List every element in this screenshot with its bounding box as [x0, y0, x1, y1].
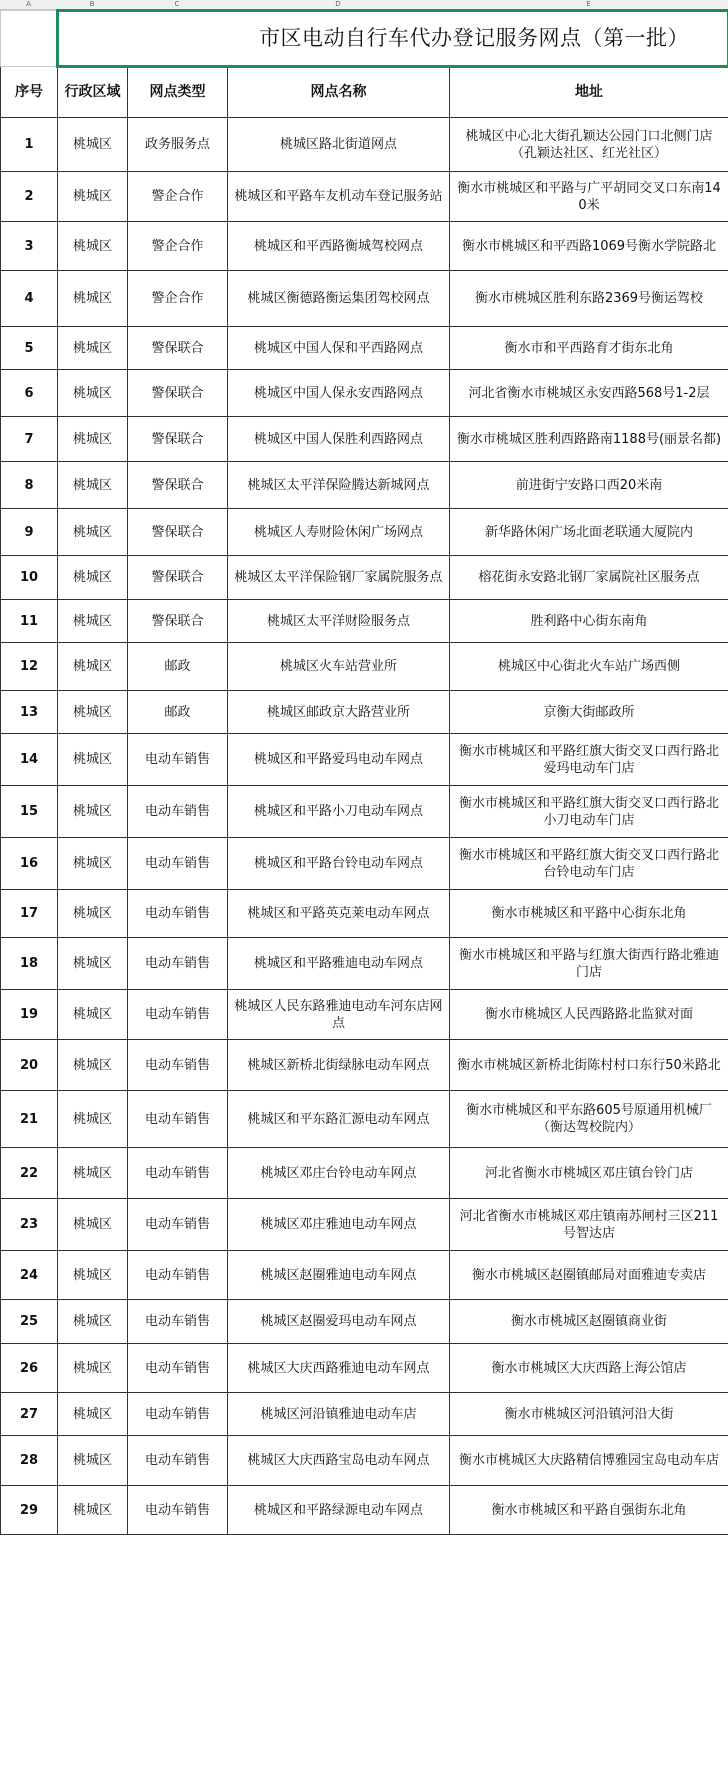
table-row: [1, 1486, 728, 1535]
address-cell[interactable]: 河北省衡水市桃城区永安西路568号1-2层: [450, 370, 728, 417]
table-row: [1, 1436, 728, 1486]
district-cell[interactable]: 桃城区: [58, 370, 128, 417]
table-row: [1, 462, 728, 509]
row-index-cell[interactable]: 8: [1, 462, 58, 509]
header-cell-address[interactable]: 地址: [450, 67, 728, 118]
address-cell[interactable]: 衡水市桃城区和平东路605号原通用机械厂（衡达驾校院内）: [450, 1091, 728, 1148]
point-name-cell[interactable]: 桃城区和平西路衡城驾校网点: [228, 222, 450, 271]
district-cell[interactable]: 桃城区: [58, 1393, 128, 1436]
district-cell[interactable]: 桃城区: [58, 938, 128, 990]
column-letter-e[interactable]: E: [586, 0, 591, 8]
row-index-cell[interactable]: 20: [1, 1040, 58, 1091]
point-type-cell[interactable]: 电动车销售: [128, 1300, 228, 1344]
point-name-cell[interactable]: 桃城区新桥北街绿脉电动车网点: [228, 1040, 450, 1091]
point-name-cell[interactable]: 桃城区中国人保永安西路网点: [228, 370, 450, 417]
table-row: [1, 1251, 728, 1300]
row-index-cell[interactable]: 3: [1, 222, 58, 271]
address-cell[interactable]: 衡水市桃城区胜利西路路南1188号(丽景名都): [450, 417, 728, 462]
point-type-cell[interactable]: 电动车销售: [128, 990, 228, 1040]
district-cell[interactable]: 桃城区: [58, 890, 128, 938]
point-type-cell[interactable]: 警保联合: [128, 600, 228, 643]
table-row: [1, 327, 728, 370]
table-row: [1, 172, 728, 222]
row-index-cell[interactable]: 1: [1, 118, 58, 172]
address-cell[interactable]: 京衡大街邮政所: [450, 691, 728, 734]
table-row: [1, 890, 728, 938]
address-cell[interactable]: 衡水市桃城区大庆西路上海公馆店: [450, 1344, 728, 1393]
address-cell[interactable]: 胜利路中心街东南角: [450, 600, 728, 643]
point-type-cell[interactable]: 电动车销售: [128, 1091, 228, 1148]
title-blank-cell[interactable]: [1, 11, 58, 67]
point-name-cell[interactable]: 桃城区中国人保胜利西路网点: [228, 417, 450, 462]
address-cell[interactable]: 衡水市桃城区和平路红旗大街交叉口西行路北台铃电动车门店: [450, 838, 728, 890]
point-name-cell[interactable]: 桃城区和平路小刀电动车网点: [228, 786, 450, 838]
point-name-cell[interactable]: 桃城区太平洋财险服务点: [228, 600, 450, 643]
table-row: [1, 600, 728, 643]
row-index-cell[interactable]: 27: [1, 1393, 58, 1436]
district-cell[interactable]: 桃城区: [58, 172, 128, 222]
header-row: [1, 67, 728, 118]
district-cell[interactable]: 桃城区: [58, 1344, 128, 1393]
row-index-cell[interactable]: 28: [1, 1436, 58, 1486]
address-cell[interactable]: 桃城区中心街北火车站广场西侧: [450, 643, 728, 691]
row-index-cell[interactable]: 26: [1, 1344, 58, 1393]
row-index-cell[interactable]: 23: [1, 1199, 58, 1251]
table-row: [1, 1300, 728, 1344]
point-name-cell[interactable]: 桃城区和平路爱玛电动车网点: [228, 734, 450, 786]
point-type-cell[interactable]: 电动车销售: [128, 1344, 228, 1393]
point-type-cell[interactable]: 警企合作: [128, 271, 228, 327]
point-name-cell[interactable]: 桃城区衡德路衡运集团驾校网点: [228, 271, 450, 327]
point-type-cell[interactable]: 电动车销售: [128, 890, 228, 938]
point-type-cell[interactable]: 电动车销售: [128, 1486, 228, 1535]
district-cell[interactable]: 桃城区: [58, 1251, 128, 1300]
point-name-cell[interactable]: 桃城区路北街道网点: [228, 118, 450, 172]
district-cell[interactable]: 桃城区: [58, 509, 128, 556]
address-cell[interactable]: 衡水市桃城区和平路与广平胡同交叉口东南140米: [450, 172, 728, 222]
point-type-cell[interactable]: 警保联合: [128, 462, 228, 509]
row-index-cell[interactable]: 4: [1, 271, 58, 327]
row-index-cell[interactable]: 21: [1, 1091, 58, 1148]
table-row: [1, 1344, 728, 1393]
table-row: [1, 990, 728, 1040]
point-name-cell[interactable]: 桃城区和平路台铃电动车网点: [228, 838, 450, 890]
district-cell[interactable]: 桃城区: [58, 1300, 128, 1344]
point-name-cell[interactable]: 桃城区大庆西路宝岛电动车网点: [228, 1436, 450, 1486]
district-cell[interactable]: 桃城区: [58, 838, 128, 890]
table-row: [1, 1199, 728, 1251]
district-cell[interactable]: 桃城区: [58, 786, 128, 838]
address-cell[interactable]: 衡水市和平西路育才街东北角: [450, 327, 728, 370]
point-type-cell[interactable]: 警保联合: [128, 327, 228, 370]
point-type-cell[interactable]: 电动车销售: [128, 786, 228, 838]
column-letter-c[interactable]: C: [174, 0, 180, 8]
district-cell[interactable]: 桃城区: [58, 1436, 128, 1486]
district-cell[interactable]: 桃城区: [58, 734, 128, 786]
point-name-cell[interactable]: 桃城区和平路绿源电动车网点: [228, 1486, 450, 1535]
point-name-cell[interactable]: 桃城区赵圈雅迪电动车网点: [228, 1251, 450, 1300]
row-index-cell[interactable]: 15: [1, 786, 58, 838]
district-cell[interactable]: 桃城区: [58, 1199, 128, 1251]
district-cell[interactable]: 桃城区: [58, 1486, 128, 1535]
header-cell-district[interactable]: 行政区域: [58, 67, 128, 118]
district-cell[interactable]: 桃城区: [58, 1040, 128, 1091]
table-row: [1, 786, 728, 838]
table-row: [1, 691, 728, 734]
row-index-cell[interactable]: 10: [1, 556, 58, 600]
point-name-cell[interactable]: 桃城区邓庄台铃电动车网点: [228, 1148, 450, 1199]
address-cell[interactable]: 衡水市桃城区胜利东路2369号衡运驾校: [450, 271, 728, 327]
row-index-cell[interactable]: 6: [1, 370, 58, 417]
row-index-cell[interactable]: 12: [1, 643, 58, 691]
row-index-cell[interactable]: 29: [1, 1486, 58, 1535]
point-type-cell[interactable]: 电动车销售: [128, 1393, 228, 1436]
point-type-cell[interactable]: 电动车销售: [128, 734, 228, 786]
table-row: [1, 271, 728, 327]
point-type-cell[interactable]: 邮政: [128, 643, 228, 691]
table-row: [1, 734, 728, 786]
district-cell[interactable]: 桃城区: [58, 990, 128, 1040]
table-row: [1, 417, 728, 462]
point-type-cell[interactable]: 警企合作: [128, 222, 228, 271]
row-index-cell[interactable]: 25: [1, 1300, 58, 1344]
row-index-cell[interactable]: 2: [1, 172, 58, 222]
point-type-cell[interactable]: 警保联合: [128, 509, 228, 556]
table-row: [1, 938, 728, 990]
address-cell[interactable]: 衡水市桃城区河沿镇河沿大街: [450, 1393, 728, 1436]
district-cell[interactable]: 桃城区: [58, 1091, 128, 1148]
address-cell[interactable]: 衡水市桃城区和平路红旗大街交叉口西行路北爱玛电动车门店: [450, 734, 728, 786]
address-cell[interactable]: 衡水市桃城区和平路与红旗大街西行路北雅迪门店: [450, 938, 728, 990]
row-index-cell[interactable]: 17: [1, 890, 58, 938]
district-cell[interactable]: 桃城区: [58, 600, 128, 643]
table-row: [1, 118, 728, 172]
table-row: [1, 1040, 728, 1091]
point-type-cell[interactable]: 邮政: [128, 691, 228, 734]
column-letter-b[interactable]: B: [89, 0, 95, 8]
point-type-cell[interactable]: 电动车销售: [128, 1148, 228, 1199]
row-index-cell[interactable]: 18: [1, 938, 58, 990]
address-cell[interactable]: 衡水市桃城区大庆路精信博雅园宝岛电动车店: [450, 1436, 728, 1486]
row-index-cell[interactable]: 9: [1, 509, 58, 556]
point-type-cell[interactable]: 电动车销售: [128, 1040, 228, 1091]
point-name-cell[interactable]: 桃城区和平路英克莱电动车网点: [228, 890, 450, 938]
point-name-cell[interactable]: 桃城区人寿财险休闲广场网点: [228, 509, 450, 556]
district-cell[interactable]: 桃城区: [58, 222, 128, 271]
point-type-cell[interactable]: 电动车销售: [128, 838, 228, 890]
table-row: [1, 370, 728, 417]
district-cell[interactable]: 桃城区: [58, 462, 128, 509]
point-type-cell[interactable]: 电动车销售: [128, 1436, 228, 1486]
table-row: [1, 1393, 728, 1436]
address-cell[interactable]: 衡水市桃城区和平路中心街东北角: [450, 890, 728, 938]
row-index-cell[interactable]: 24: [1, 1251, 58, 1300]
point-name-cell[interactable]: 桃城区河沿镇雅迪电动车店: [228, 1393, 450, 1436]
point-name-cell[interactable]: 桃城区邮政京大路营业所: [228, 691, 450, 734]
point-type-cell[interactable]: 警保联合: [128, 417, 228, 462]
address-cell[interactable]: 衡水市桃城区人民西路路北监狱对面: [450, 990, 728, 1040]
district-cell[interactable]: 桃城区: [58, 691, 128, 734]
row-index-cell[interactable]: 5: [1, 327, 58, 370]
district-cell[interactable]: 桃城区: [58, 417, 128, 462]
point-name-cell[interactable]: 桃城区人民东路雅迪电动车河东店网点: [228, 990, 450, 1040]
address-cell[interactable]: 河北省衡水市桃城区邓庄镇台铃门店: [450, 1148, 728, 1199]
table-row: [1, 556, 728, 600]
table-row: [1, 509, 728, 556]
address-cell[interactable]: 衡水市桃城区赵圈镇邮局对面雅迪专卖店: [450, 1251, 728, 1300]
header-cell-name[interactable]: 网点名称: [228, 67, 450, 118]
page-title[interactable]: 市区电动自行车代办登记服务网点（第一批）: [58, 11, 728, 67]
point-type-cell[interactable]: 电动车销售: [128, 938, 228, 990]
address-cell[interactable]: 衡水市桃城区新桥北街陈村村口东行50米路北: [450, 1040, 728, 1091]
row-index-cell[interactable]: 19: [1, 990, 58, 1040]
table-body: [1, 11, 728, 1535]
point-type-cell[interactable]: 警保联合: [128, 370, 228, 417]
point-name-cell[interactable]: 桃城区火车站营业所: [228, 643, 450, 691]
address-cell[interactable]: 桃城区中心北大街孔颖达公园门口北侧门店（孔颖达社区、红光社区）: [450, 118, 728, 172]
address-cell[interactable]: 榕花街永安路北钢厂家属院社区服务点: [450, 556, 728, 600]
table-row: [1, 838, 728, 890]
district-cell[interactable]: 桃城区: [58, 271, 128, 327]
district-cell[interactable]: 桃城区: [58, 118, 128, 172]
point-type-cell[interactable]: 政务服务点: [128, 118, 228, 172]
row-index-cell[interactable]: 7: [1, 417, 58, 462]
address-cell[interactable]: 河北省衡水市桃城区邓庄镇南苏闸村三区211号智达店: [450, 1199, 728, 1251]
point-name-cell[interactable]: 桃城区中国人保和平西路网点: [228, 327, 450, 370]
column-letter-d[interactable]: D: [335, 0, 341, 8]
row-index-cell[interactable]: 11: [1, 600, 58, 643]
point-name-cell[interactable]: 桃城区赵圈爱玛电动车网点: [228, 1300, 450, 1344]
district-cell[interactable]: 桃城区: [58, 556, 128, 600]
row-index-cell[interactable]: 13: [1, 691, 58, 734]
header-cell-type[interactable]: 网点类型: [128, 67, 228, 118]
title-row: [1, 11, 728, 67]
address-cell[interactable]: 前进街宁安路口西20米南: [450, 462, 728, 509]
point-name-cell[interactable]: 桃城区邓庄雅迪电动车网点: [228, 1199, 450, 1251]
district-cell[interactable]: 桃城区: [58, 643, 128, 691]
address-cell[interactable]: 衡水市桃城区和平路自强街东北角: [450, 1486, 728, 1535]
point-type-cell[interactable]: 电动车销售: [128, 1251, 228, 1300]
service-point-table: [0, 9, 728, 1535]
point-name-cell[interactable]: 桃城区和平东路汇源电动车网点: [228, 1091, 450, 1148]
address-cell[interactable]: 衡水市桃城区赵圈镇商业街: [450, 1300, 728, 1344]
table-row: [1, 222, 728, 271]
point-name-cell[interactable]: 桃城区大庆西路雅迪电动车网点: [228, 1344, 450, 1393]
district-cell[interactable]: 桃城区: [58, 1148, 128, 1199]
point-type-cell[interactable]: 警保联合: [128, 556, 228, 600]
table-row: [1, 1148, 728, 1199]
address-cell[interactable]: 新华路休闲广场北面老联通大厦院内: [450, 509, 728, 556]
point-type-cell[interactable]: 电动车销售: [128, 1199, 228, 1251]
point-type-cell[interactable]: 警企合作: [128, 172, 228, 222]
address-cell[interactable]: 衡水市桃城区和平路红旗大街交叉口西行路北小刀电动车门店: [450, 786, 728, 838]
row-index-cell[interactable]: 14: [1, 734, 58, 786]
column-letter-a[interactable]: A: [26, 0, 31, 8]
point-name-cell[interactable]: 桃城区和平路雅迪电动车网点: [228, 938, 450, 990]
district-cell[interactable]: 桃城区: [58, 327, 128, 370]
header-cell-index[interactable]: 序号: [1, 67, 58, 118]
point-name-cell[interactable]: 桃城区和平路车友机动车登记服务站: [228, 172, 450, 222]
row-index-cell[interactable]: 16: [1, 838, 58, 890]
table-row: [1, 1091, 728, 1148]
row-index-cell[interactable]: 22: [1, 1148, 58, 1199]
point-name-cell[interactable]: 桃城区太平洋保险腾达新城网点: [228, 462, 450, 509]
point-name-cell[interactable]: 桃城区太平洋保险钢厂家属院服务点: [228, 556, 450, 600]
address-cell[interactable]: 衡水市桃城区和平西路1069号衡水学院路北: [450, 222, 728, 271]
table-row: [1, 643, 728, 691]
